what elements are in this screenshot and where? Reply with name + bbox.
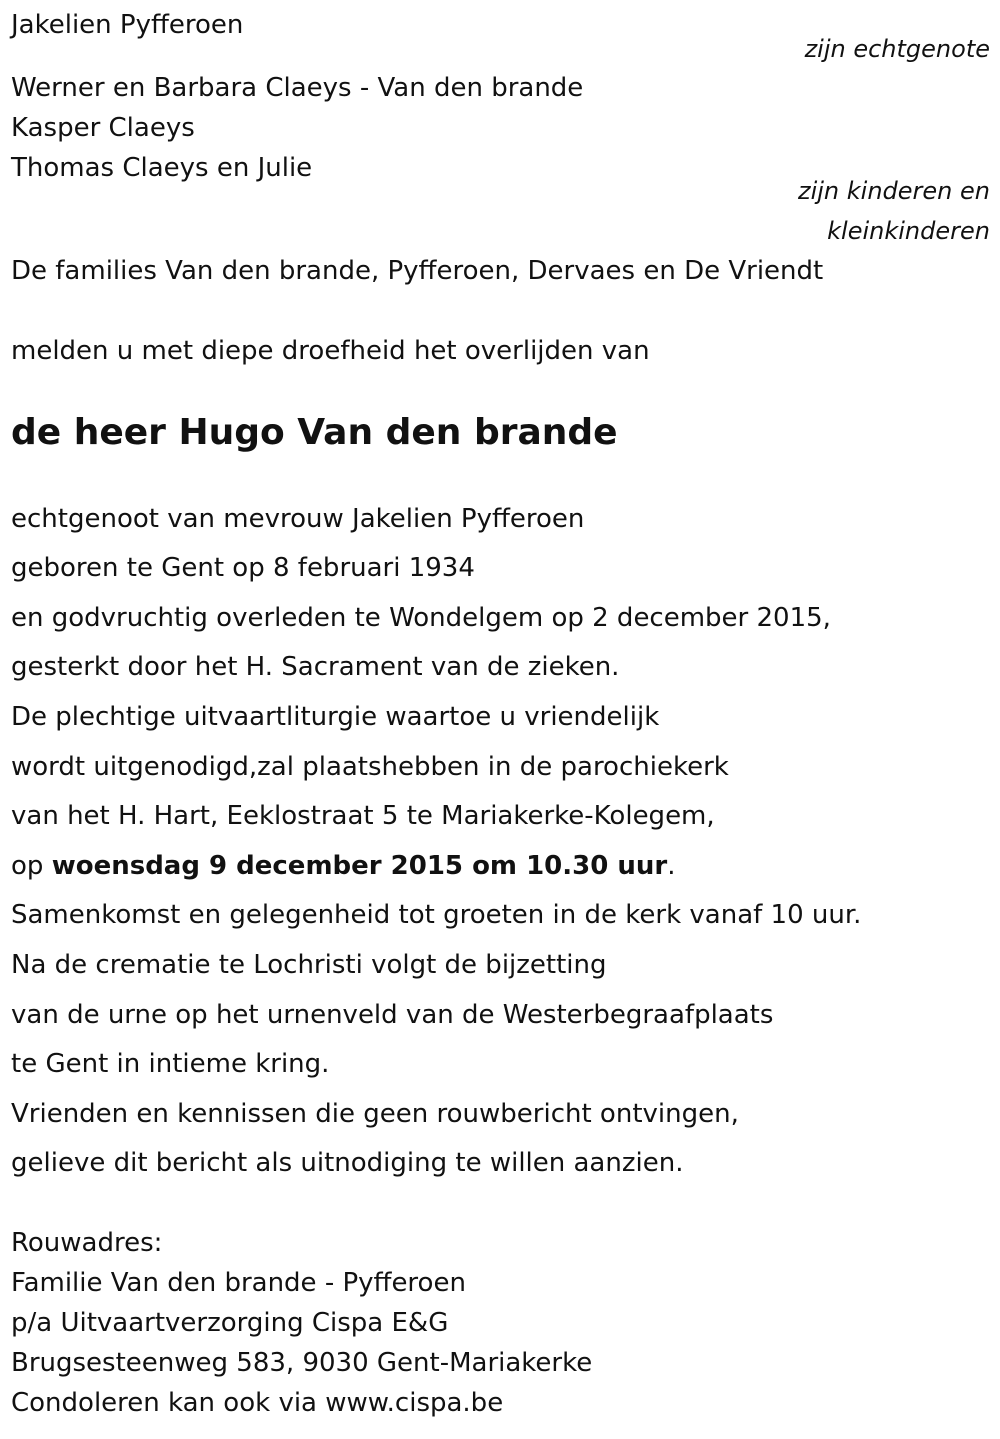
child-name: Werner en Barbara Claeys - Van den brande: [11, 73, 584, 103]
families-line: De families Van den brande, Pyfferoen, Dervaes en De Vriendt: [11, 256, 824, 286]
ceremony-prefix: op: [11, 851, 52, 881]
body-line: Samenkomst en gelegenheid tot groeten in de kerk vanaf 10 uur.: [11, 900, 862, 930]
children-role-line1: zijn kinderen en: [798, 177, 990, 205]
spouse-name: Jakelien Pyfferoen: [11, 10, 244, 40]
condolence-line: Condoleren kan ook via www.cispa.be: [11, 1388, 504, 1418]
spouse-role: zijn echtgenote: [804, 35, 990, 63]
body-line: wordt uitgenodigd,zal plaatshebben in de parochiekerk: [11, 752, 729, 782]
ceremony-datetime-line: [11, 850, 675, 882]
body-line: echtgenoot van mevrouw Jakelien Pyfferoen: [11, 504, 585, 534]
body-line: gesterkt door het H. Sacrament van de zieken.: [11, 652, 620, 682]
child-name: Thomas Claeys en Julie: [11, 153, 313, 183]
body-line: te Gent in intieme kring.: [11, 1049, 330, 1079]
body-line: De plechtige uitvaartliturgie waartoe u vriendelijk: [11, 702, 660, 732]
body-line: Na de crematie te Lochristi volgt de bijzetting: [11, 950, 607, 980]
body-line: van het H. Hart, Eeklostraat 5 te Mariakerke-Kolegem,: [11, 801, 715, 831]
deceased-name: de heer Hugo Van den brande: [11, 412, 618, 453]
address-line: Familie Van den brande - Pyfferoen: [11, 1268, 466, 1298]
address-label: Rouwadres:: [11, 1228, 163, 1258]
children-role-line2: kleinkinderen: [827, 217, 990, 245]
body-line: van de urne op het urnenveld van de Westerbegraafplaats: [11, 1000, 774, 1030]
child-name: Kasper Claeys: [11, 113, 195, 143]
ceremony-datetime: woensdag 9 december 2015 om 10.30 uur: [51, 851, 668, 881]
body-line: Vrienden en kennissen die geen rouwbericht ontvingen,: [11, 1099, 739, 1129]
body-line: gelieve dit bericht als uitnodiging te willen aanzien.: [11, 1148, 684, 1178]
address-line: p/a Uitvaartverzorging Cispa E&G: [11, 1308, 449, 1338]
ceremony-suffix: .: [667, 851, 676, 881]
body-line: en godvruchtig overleden te Wondelgem op 2 december 2015,: [11, 603, 831, 633]
body-line: geboren te Gent op 8 februari 1934: [11, 553, 475, 583]
announcement: melden u met diepe droefheid het overlijden van: [11, 336, 650, 366]
address-line: Brugsesteenweg 583, 9030 Gent-Mariakerke: [11, 1348, 593, 1378]
